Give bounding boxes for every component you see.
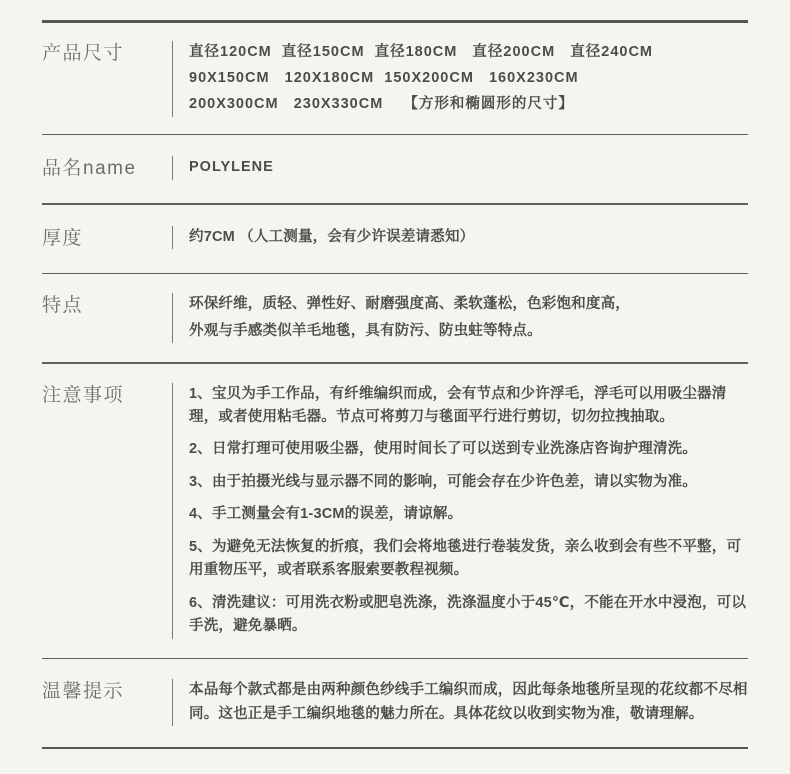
spec-value-tips: 本品每个款式都是由两种颜色纱线手工编织而成，因此每条地毯所呈现的花纹都不尽相同。这也正是手工编织地毯的魅力所在。具体花纹以收到实物为准，敬请理解。 [172, 679, 748, 726]
note-item: 5、为避免无法恢复的折痕，我们会将地毯进行卷装发货，亲么收到会有些不平整，可用重物压平，或者联系客服索要教程视频。 [189, 538, 742, 579]
product-spec-sheet [0, 20, 790, 774]
spec-label-name: 品名name [42, 158, 137, 180]
features-line-2: 外观与手感类似羊毛地毯，具有防污、防虫蛀等特点。 [189, 322, 542, 339]
spec-value-features [172, 293, 748, 343]
spec-row-tips [42, 659, 748, 747]
note-item: 4、手工测量会有1-3CM的误差，请谅解。 [189, 506, 463, 523]
spec-row-notes [42, 364, 748, 658]
spec-label-features: 特点 [42, 295, 84, 317]
note-item: 6、清洗建议：可用洗衣粉或肥皂洗涤，洗涤温度小于45℃，不能在开水中浸泡，可以手洗，避免暴晒。 [189, 594, 747, 635]
note-item: 2、日常打理可使用吸尘器，使用时间长了可以送到专业洗涤店咨询护理清洗。 [189, 441, 698, 458]
note-item: 3、由于拍摄光线与显示器不同的影响，可能会存在少许色差，请以实物为准。 [189, 473, 698, 490]
spec-label-size: 产品尺寸 [42, 42, 125, 64]
spec-row-thickness [42, 205, 748, 273]
size-line-3: 200X300CM 230X330CM 【方形和椭圆形的尺寸】 [189, 96, 574, 113]
spec-label-tips: 温馨提示 [42, 681, 125, 703]
note-item: 1、宝贝为手工作品，有纤维编织而成，会有节点和少许浮毛，浮毛可以用吸尘器清理，或者使用粘毛器。节点可将剪刀与毯面平行进行剪切，切勿拉拽抽取。 [189, 385, 727, 425]
features-line-1: 环保纤维，质轻、弹性好、耐磨强度高、柔软蓬松，色彩饱和度高， [189, 296, 630, 313]
spec-label-thickness: 厚度 [42, 227, 84, 249]
spec-value-notes [172, 383, 748, 639]
spec-value-thickness: 约7CM （人工测量，会有少许误差请悉知） [172, 226, 748, 249]
spec-value-name: POLYLENE [172, 156, 748, 179]
spec-row-size [42, 23, 748, 134]
size-line-1: 直径120CM 直径150CM 直径180CM 直径200CM 直径240CM [189, 43, 653, 60]
divider-bottom [42, 747, 748, 749]
size-line-2: 90X150CM 120X180CM 150X200CM 160X230CM [189, 69, 579, 86]
spec-value-size [172, 41, 748, 117]
spec-label-notes: 注意事项 [42, 384, 125, 406]
spec-row-features [42, 274, 748, 362]
spec-row-name [42, 135, 748, 203]
